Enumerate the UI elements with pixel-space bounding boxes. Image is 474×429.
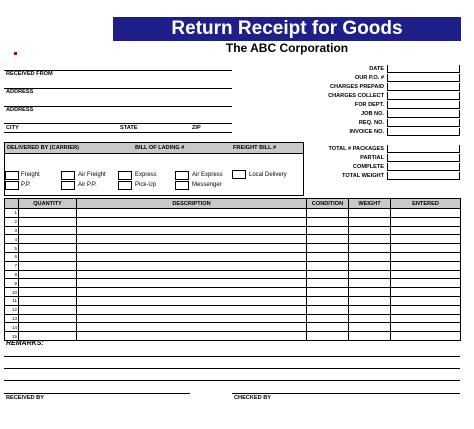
date-label: DATE — [369, 66, 384, 72]
quantity-cell[interactable] — [19, 244, 77, 253]
table-row — [5, 252, 461, 261]
job-no-label: JOB NO. — [360, 111, 384, 117]
quantity-cell[interactable] — [19, 305, 77, 314]
condition-cell[interactable] — [307, 288, 349, 297]
pp-checkbox[interactable] — [5, 181, 19, 190]
remarks-line-3[interactable] — [4, 380, 460, 381]
partial-label: PARTIAL — [360, 155, 384, 161]
entered-cell[interactable] — [391, 323, 461, 332]
description-cell[interactable] — [77, 332, 307, 341]
city-label: CITY — [6, 125, 19, 131]
table-row — [5, 217, 461, 226]
req-no-label: REQ. NO. — [358, 120, 384, 126]
bill-of-lading-label: BILL OF LADING # — [135, 145, 185, 151]
description-cell[interactable] — [77, 244, 307, 253]
condition-cell[interactable] — [307, 279, 349, 288]
condition-cell[interactable] — [307, 332, 349, 341]
weight-cell[interactable] — [349, 279, 391, 288]
weight-cell[interactable] — [349, 217, 391, 226]
air-pp-option-label: Air P.P. — [78, 182, 97, 188]
req-no-field[interactable] — [387, 119, 460, 127]
entered-cell[interactable] — [391, 270, 461, 279]
condition-cell[interactable] — [307, 261, 349, 270]
table-row — [5, 305, 461, 314]
description-cell[interactable] — [77, 323, 307, 332]
weight-cell[interactable] — [349, 288, 391, 297]
row-number: 9 — [5, 279, 19, 288]
form-title: Return Receipt for Goods — [113, 17, 461, 41]
description-cell[interactable] — [77, 209, 307, 218]
carrier-header — [4, 142, 304, 154]
row-number: 1 — [5, 209, 19, 218]
entered-cell[interactable] — [391, 305, 461, 314]
entered-cell[interactable] — [391, 314, 461, 323]
condition-cell[interactable] — [307, 226, 349, 235]
row-number: 4 — [5, 235, 19, 244]
entered-cell[interactable] — [391, 279, 461, 288]
complete-label: COMPLETE — [352, 164, 384, 170]
address-line-2[interactable] — [4, 123, 232, 124]
address-line-1[interactable] — [4, 106, 232, 107]
row-number: 11 — [5, 296, 19, 305]
table-header-row — [5, 199, 461, 209]
remarks-label: REMARKS: — [6, 340, 44, 347]
quantity-cell[interactable] — [19, 235, 77, 244]
weight-cell[interactable] — [349, 244, 391, 253]
description-cell[interactable] — [77, 270, 307, 279]
total-packages-label: TOTAL # PACKAGES — [328, 146, 384, 152]
quantity-cell[interactable] — [19, 270, 77, 279]
table-row — [5, 279, 461, 288]
row-number: 15 — [5, 332, 19, 341]
partial-field[interactable] — [387, 154, 460, 162]
pick-up-checkbox[interactable] — [118, 181, 132, 190]
quantity-cell[interactable] — [19, 261, 77, 270]
entered-cell[interactable] — [391, 252, 461, 261]
table-row — [5, 226, 461, 235]
total-packages-field[interactable] — [387, 145, 460, 153]
weight-cell[interactable] — [349, 305, 391, 314]
table-row — [5, 296, 461, 305]
entered-cell[interactable] — [391, 296, 461, 305]
messenger-option-label: Messenger — [192, 182, 222, 188]
received-from-line-2[interactable] — [4, 88, 232, 89]
row-number: 8 — [5, 270, 19, 279]
condition-cell[interactable] — [307, 252, 349, 261]
condition-cell[interactable] — [307, 314, 349, 323]
quantity-cell[interactable] — [19, 323, 77, 332]
weight-cell[interactable] — [349, 261, 391, 270]
messenger-checkbox[interactable] — [175, 181, 189, 190]
quantity-cell[interactable] — [19, 314, 77, 323]
invoice-no-label: INVOICE NO. — [349, 129, 384, 135]
charges-collect-label: CHARGES COLLECT — [328, 93, 384, 99]
row-number: 10 — [5, 288, 19, 297]
condition-cell[interactable] — [307, 270, 349, 279]
complete-field[interactable] — [387, 163, 460, 171]
quantity-header: QUANTITY — [19, 199, 77, 209]
row-number: 2 — [5, 217, 19, 226]
row-number-header — [5, 199, 19, 209]
quantity-cell[interactable] — [19, 288, 77, 297]
freight-option-label: Freight — [21, 172, 40, 178]
description-cell[interactable] — [77, 314, 307, 323]
row-number: 6 — [5, 252, 19, 261]
entered-cell[interactable] — [391, 261, 461, 270]
air-freight-option-label: Air Freight — [78, 172, 106, 178]
quantity-cell[interactable] — [19, 296, 77, 305]
condition-cell[interactable] — [307, 296, 349, 305]
weight-cell[interactable] — [349, 209, 391, 218]
address-label-2: ADDRESS — [6, 107, 34, 113]
address-label-1: ADDRESS — [6, 89, 34, 95]
condition-cell[interactable] — [307, 323, 349, 332]
received-from-label: RECEIVED FROM — [6, 71, 53, 77]
description-cell[interactable] — [77, 296, 307, 305]
weight-cell[interactable] — [349, 252, 391, 261]
quantity-cell[interactable] — [19, 252, 77, 261]
weight-cell[interactable] — [349, 235, 391, 244]
quantity-cell[interactable] — [19, 226, 77, 235]
our-po-label: OUR P.O. # — [354, 75, 384, 81]
description-cell[interactable] — [77, 252, 307, 261]
zip-label: ZIP — [192, 125, 201, 131]
received-by-label: RECEIVED BY — [6, 395, 44, 401]
table-row — [5, 332, 461, 341]
pp-option-label: P.P. — [21, 182, 31, 188]
local-delivery-checkbox[interactable] — [232, 170, 246, 179]
table-row — [5, 235, 461, 244]
weight-cell[interactable] — [349, 314, 391, 323]
charges-prepaid-label: CHARGES PREPAID — [330, 84, 384, 90]
row-number: 13 — [5, 314, 19, 323]
condition-cell[interactable] — [307, 244, 349, 253]
items-table — [4, 198, 461, 341]
air-express-option-label: Air Express — [192, 172, 223, 178]
table-row — [5, 314, 461, 323]
checked-by-label: CHECKED BY — [234, 395, 271, 401]
red-marker — [14, 52, 17, 55]
total-weight-label: TOTAL WEIGHT — [342, 173, 384, 179]
remarks-line-1[interactable] — [4, 356, 460, 357]
entered-cell[interactable] — [391, 235, 461, 244]
express-checkbox[interactable] — [118, 171, 132, 180]
city-state-zip-line[interactable] — [4, 132, 232, 133]
table-row — [5, 323, 461, 332]
invoice-no-field[interactable] — [387, 128, 460, 136]
company-name: The ABC Corporation — [225, 41, 349, 55]
row-number: 12 — [5, 305, 19, 314]
table-row — [5, 288, 461, 297]
description-cell[interactable] — [77, 261, 307, 270]
description-cell[interactable] — [77, 217, 307, 226]
remarks-line-2[interactable] — [4, 368, 460, 369]
description-cell[interactable] — [77, 279, 307, 288]
delivered-by-label: DELIVERED BY (CARRIER) — [7, 145, 80, 151]
total-weight-field[interactable] — [387, 172, 460, 180]
row-number: 7 — [5, 261, 19, 270]
condition-header: CONDITION — [307, 199, 349, 209]
description-cell[interactable] — [77, 288, 307, 297]
entered-cell[interactable] — [391, 209, 461, 218]
description-cell[interactable] — [77, 226, 307, 235]
charges-collect-field[interactable] — [387, 92, 460, 100]
air-freight-checkbox[interactable] — [61, 171, 75, 180]
date-field[interactable] — [387, 65, 460, 73]
description-cell[interactable] — [77, 235, 307, 244]
entered-cell[interactable] — [391, 217, 461, 226]
condition-cell[interactable] — [307, 209, 349, 218]
condition-cell[interactable] — [307, 235, 349, 244]
air-express-checkbox[interactable] — [175, 171, 189, 180]
weight-cell[interactable] — [349, 226, 391, 235]
air-pp-checkbox[interactable] — [61, 181, 75, 190]
condition-cell[interactable] — [307, 217, 349, 226]
express-option-label: Express — [135, 172, 157, 178]
table-row — [5, 244, 461, 253]
our-po-field[interactable] — [387, 74, 460, 82]
weight-cell[interactable] — [349, 323, 391, 332]
entered-cell[interactable] — [391, 244, 461, 253]
job-no-field[interactable] — [387, 110, 460, 118]
quantity-cell[interactable] — [19, 279, 77, 288]
for-dept-field[interactable] — [387, 101, 460, 109]
weight-header: WEIGHT — [349, 199, 391, 209]
state-label: STATE — [120, 125, 138, 131]
weight-cell[interactable] — [349, 270, 391, 279]
weight-cell[interactable] — [349, 296, 391, 305]
weight-cell[interactable] — [349, 332, 391, 341]
description-cell[interactable] — [77, 305, 307, 314]
condition-cell[interactable] — [307, 305, 349, 314]
entered-cell[interactable] — [391, 288, 461, 297]
charges-prepaid-field[interactable] — [387, 83, 460, 91]
table-row — [5, 270, 461, 279]
description-header: DESCRIPTION — [77, 199, 307, 209]
freight-bill-label: FREIGHT BILL # — [233, 145, 277, 151]
local-delivery-option-label: Local Delivery — [249, 172, 287, 178]
received-from-line[interactable] — [4, 70, 232, 71]
table-row — [5, 209, 461, 218]
row-number: 14 — [5, 323, 19, 332]
row-number: 5 — [5, 244, 19, 253]
entered-cell[interactable] — [391, 226, 461, 235]
pick-up-option-label: Pick-Up — [135, 182, 157, 188]
row-number: 3 — [5, 226, 19, 235]
quantity-cell[interactable] — [19, 217, 77, 226]
entered-header: ENTERED — [391, 199, 461, 209]
checked-by-line[interactable] — [232, 393, 460, 394]
quantity-cell[interactable] — [19, 209, 77, 218]
for-dept-label: FOR DEPT. — [354, 102, 384, 108]
entered-cell[interactable] — [391, 332, 461, 341]
table-row — [5, 261, 461, 270]
freight-checkbox[interactable] — [5, 171, 19, 180]
received-by-line[interactable] — [4, 393, 190, 394]
